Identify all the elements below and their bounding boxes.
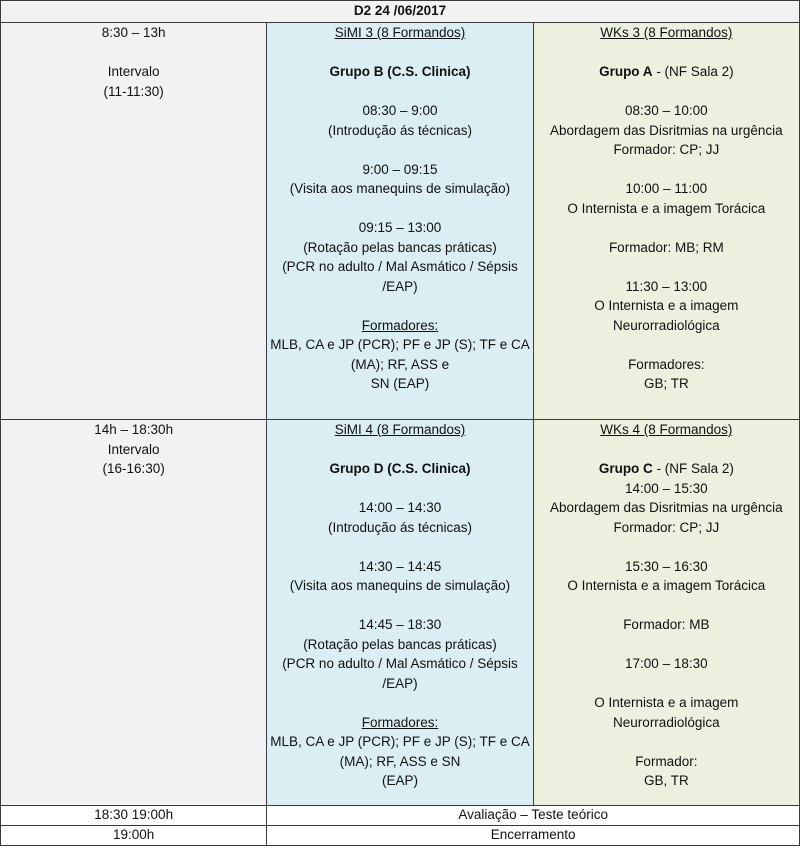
wks3-s2-desc: O Internista e a imagem Torácica — [567, 200, 766, 216]
wks4-s1-time: 14:00 – 15:30 — [625, 480, 708, 496]
wks4-cell — [533, 420, 799, 806]
wks3-s1-time: 08:30 – 10:00 — [625, 103, 708, 118]
simi3-s2-desc: (Visita aos manequins de simulação) — [289, 181, 511, 196]
afternoon-interval-time: (16-16:30) — [102, 461, 165, 476]
simi4-title: SiMI 4 (8 Formandos) — [334, 422, 466, 437]
wks3-trainers-label: Formadores: — [628, 356, 705, 372]
wks3-group-name: Grupo A — [599, 64, 653, 79]
simi3-s2-time: 9:00 – 09:15 — [362, 161, 438, 177]
morning-interval-label: Intervalo — [107, 64, 160, 79]
simi3-trainers-line1: MLB, CA e JP (PCR); PF e JP (S); TF e CA (MA); RF, ASS e — [270, 337, 530, 372]
wks3-group — [534, 62, 799, 82]
afternoon-time: 14h – 18:30h — [94, 422, 174, 437]
wks4-s1-trainer: Formador: CP; JJ — [613, 519, 720, 535]
simi3-s3-time: 09:15 – 13:00 — [358, 220, 442, 235]
wks4-s2-trainer: Formador: MB — [623, 617, 710, 632]
wks3-group-room: - (NF Sala 2) — [652, 64, 734, 79]
wks4-group-name: Grupo C — [598, 461, 653, 476]
morning-time: 8:30 – 13h — [101, 25, 166, 40]
simi3-cell — [267, 23, 533, 420]
wks3-s2-time: 10:00 – 11:00 — [625, 181, 708, 196]
simi4-s1-time: 14:00 – 14:30 — [358, 500, 442, 515]
wks3-s3-desc2: Neurorradiológica — [613, 317, 720, 333]
closing-label: Encerramento — [267, 826, 800, 846]
simi3-s3-desc: (Rotação pelas bancas práticas) — [303, 239, 497, 255]
simi4-group: Grupo D (C.S. Clinica) — [329, 461, 471, 476]
wks4-s3-time: 17:00 – 18:30 — [625, 656, 708, 671]
wks3-title: WKs 3 (8 Formandos) — [600, 25, 733, 40]
afternoon-interval-label: Intervalo — [107, 441, 160, 457]
afternoon-row — [1, 420, 800, 806]
afternoon-time-cell — [1, 420, 267, 806]
wks4-trainers-label: Formador: — [635, 753, 698, 769]
wks3-cell — [533, 23, 799, 420]
simi3-s3-detail: (PCR no adulto / Mal Asmático / Sépsis /EAP) — [282, 259, 518, 294]
simi4-s3-desc: (Rotação pelas bancas práticas) — [303, 636, 497, 652]
morning-row — [1, 23, 800, 420]
evaluation-time: 18:30 19:00h — [1, 806, 267, 826]
wks3-s3-desc1: O Internista e a imagem — [594, 298, 739, 313]
simi3-s1-time: 08:30 – 9:00 — [362, 103, 438, 118]
simi4-s3-detail: (PCR no adulto / Mal Asmático / Sépsis /EAP) — [282, 656, 518, 691]
simi4-trainers-label: Formadores: — [361, 714, 439, 730]
wks4-s2-desc: O Internista e a imagem Torácica — [567, 578, 766, 593]
wks4-s1-desc: Abordagem das Disritmias na urgência — [550, 500, 783, 515]
wks3-s1-trainer: Formador: CP; JJ — [613, 142, 720, 157]
wks4-group-room: - (NF Sala 2) — [652, 461, 734, 476]
simi3-title: SiMI 3 (8 Formandos) — [334, 25, 466, 40]
evaluation-label: Avaliação – Teste teórico — [267, 806, 800, 826]
morning-time-cell — [1, 23, 267, 420]
simi3-group: Grupo B (C.S. Clinica) — [329, 64, 471, 79]
wks4-s2-time: 15:30 – 16:30 — [625, 558, 708, 574]
wks3-s3-time: 11:30 – 13:00 — [625, 278, 708, 294]
wks4-group — [534, 459, 799, 479]
closing-row — [1, 826, 800, 846]
simi4-s2-desc: (Visita aos manequins de simulação) — [289, 578, 511, 593]
simi4-s1-desc: (Introdução ás técnicas) — [327, 519, 473, 535]
simi4-s2-time: 14:30 – 14:45 — [358, 558, 442, 574]
wks3-s2-trainer: Formador: MB; RM — [608, 239, 724, 255]
morning-interval-time: (11-11:30) — [103, 83, 164, 99]
evaluation-row — [1, 806, 800, 826]
simi3-trainers-line2: SN (EAP) — [370, 376, 430, 391]
wks3-s1-desc: Abordagem das Disritmias na urgência — [550, 122, 783, 138]
wks3-trainers: GB; TR — [643, 376, 689, 391]
table-header: D2 24 /06/2017 — [1, 1, 800, 23]
wks4-s3-desc2: Neurorradiológica — [613, 714, 720, 730]
simi3-trainers-label: Formadores: — [361, 317, 439, 333]
simi3-s1-desc: (Introdução ás técnicas) — [327, 122, 473, 138]
wks4-title: WKs 4 (8 Formandos) — [600, 422, 733, 437]
simi4-trainers-line1: MLB, CA e JP (PCR); PF e JP (S); TF e CA (MA); RF, ASS e SN — [270, 734, 530, 769]
wks4-trainers: GB, TR — [643, 773, 689, 788]
simi4-cell — [267, 420, 533, 806]
wks4-s3-desc1: O Internista e a imagem — [594, 695, 739, 710]
closing-time: 19:00h — [1, 826, 267, 846]
simi4-s3-time: 14:45 – 18:30 — [358, 617, 442, 632]
simi4-trainers-line2: (EAP) — [381, 773, 418, 788]
